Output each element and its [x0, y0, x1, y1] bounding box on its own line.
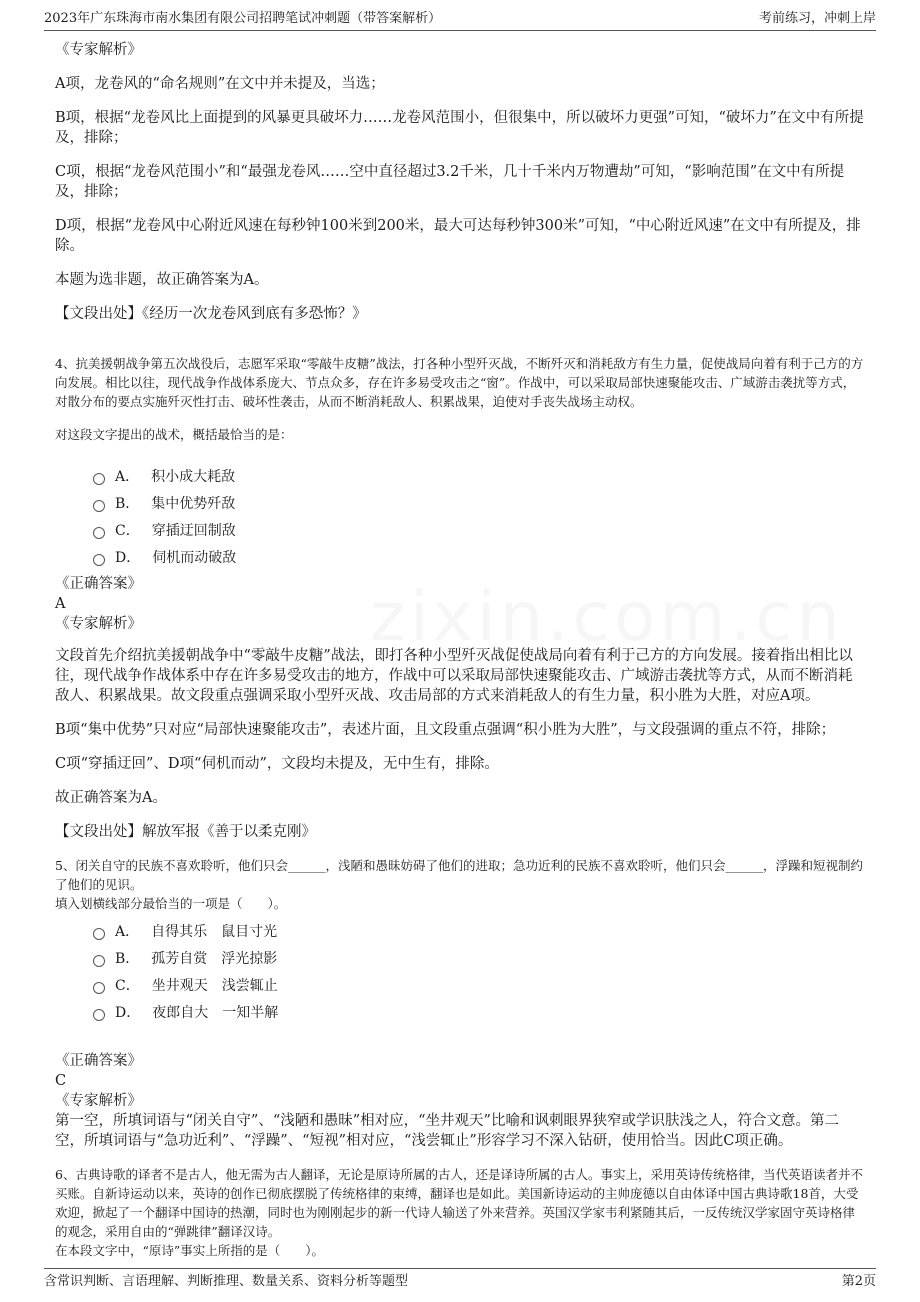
option-letter: D．: [115, 549, 141, 566]
option-text: 伺机而动破敌: [152, 549, 237, 566]
analysis-paragraph: D项，根据“龙卷风中心附近风速在每秒钟100米到200米，最大可达每秒钟300米”可知，“中心附近风速”在文中有所提及，排除。: [55, 218, 861, 254]
answer-label: 《正确答案》: [55, 576, 142, 592]
question-5-prompt: 填入划横线部分最恰当的一项是（ ）。: [55, 896, 287, 911]
correct-answer: A: [55, 596, 66, 612]
option-text: 自得其乐: [151, 923, 208, 940]
option-text: 坐井观天: [151, 977, 208, 994]
analysis-label: 《专家解析》: [55, 616, 142, 632]
page-number: 第2页: [841, 1274, 876, 1289]
option-a[interactable]: [93, 917, 865, 944]
header-slogan: 考前练习，冲刺上岸: [758, 11, 876, 26]
option-letter: C．: [115, 522, 140, 539]
option-d[interactable]: [93, 998, 865, 1025]
question-6-prompt: 在本段文字中，“原诗”事实上所指的是（ ）。: [55, 1243, 325, 1258]
option-b[interactable]: [93, 944, 865, 971]
correct-answer: C: [55, 1073, 67, 1089]
analysis-paragraph: 文段首先介绍抗美援朝战争中“零敲牛皮糖”战法，即打各种小型歼灭战促使战局向着有利于己方的方向发展。接着指出相比以往，现代战争作战体系中存在许多易受攻击的地方，作战中可以采取局部快速聚能攻击、广域游击袭扰等方式，从而不断消耗敌人、积累战果。故文段重点强调采取小型歼灭战、攻击局部的方式来消耗敌人的有生力量，积小胜为大胜，对应A项。: [55, 648, 853, 704]
option-text: 浮光掠影: [221, 950, 278, 967]
radio-icon[interactable]: [93, 473, 105, 485]
option-letter: C．: [115, 977, 140, 994]
question-5-stem: 5、闭关自守的民族不喜欢聆听，他们只会______，浅陋和愚昧妨碍了他们的进取；急功近利的民族不喜欢聆听，他们只会______，浮躁和短视制约了他们的见识。: [55, 858, 863, 892]
source-citation: 【文段出处】《经历一次龙卷风到底有多恐怖？》: [55, 306, 367, 322]
option-c[interactable]: [93, 516, 865, 543]
question-6-stem: 6、古典诗歌的译者不是古人，他无需为古人翻译，无论是原诗所属的古人，还是译诗所属的古人。事实上，采用英诗传统格律，当代英语读者并不买账。自新诗运动以来，英诗的创作已彻底摆脱了传统格律的束缚，翻译也是如此。美国新诗运动的主帅庞德以自由体译中国古典诗歌18首，大受欢迎，掀起了一个翻译中国诗的热潮，同时也为刚刚起步的新一代诗人输送了外来营养。英国汉学家韦利紧随其后，一反传统汉学家固守英诗格律的观念，采用自由的“弹跳律”翻译汉诗。: [55, 1167, 863, 1239]
analysis-paragraph: B项“集中优势”只对应“局部快速聚能攻击”，表述片面，且文段重点强调“积小胜为大胜”，与文段强调的重点不符，排除；: [55, 722, 836, 738]
option-letter: B．: [115, 950, 140, 967]
option-text: 一知半解: [222, 1004, 279, 1021]
radio-icon[interactable]: [93, 928, 105, 940]
analysis-paragraph: A项，龙卷风的“命名规则”在文中并未提及，当选；: [55, 76, 385, 92]
option-b[interactable]: [93, 489, 865, 516]
source-citation: 【文段出处】解放军报《善于以柔克刚》: [55, 824, 316, 840]
option-text: 孤芳自赏: [151, 950, 208, 967]
option-letter: A．: [115, 923, 140, 940]
question-5-options: [55, 917, 865, 1025]
option-text: 积小成大耗敌: [151, 468, 236, 485]
radio-icon[interactable]: [93, 527, 105, 539]
radio-icon[interactable]: [93, 500, 105, 512]
option-letter: B．: [115, 495, 140, 512]
option-a[interactable]: [93, 462, 865, 489]
option-text: 鼠目寸光: [221, 923, 278, 940]
page-content: [55, 40, 865, 1260]
option-text: 穿插迂回制敌: [151, 522, 236, 539]
option-text: 集中优势歼敌: [151, 495, 236, 512]
option-text: 浅尝辄止: [221, 977, 278, 994]
radio-icon[interactable]: [93, 982, 105, 994]
answer-label: 《正确答案》: [55, 1053, 142, 1069]
option-d[interactable]: [93, 543, 865, 570]
analysis-label: 《专家解析》: [55, 1093, 142, 1109]
question-4-stem: 4、抗美援朝战争第五次战役后，志愿军采取“零敲牛皮糖”战法，打各种小型歼灭战，不断歼灭和消耗敌方有生力量，促使战局向着有利于己方的方向发展。相比以往，现代战争作战体系庞大、节点众多，存在许多易受攻击之“窗”。作战中，可以采取局部快速聚能攻击、广域游击袭扰等方式，对散分布的要点实施歼灭性打击、破坏性袭击，从而不断消耗敌人、积累战果，迫使对手丧失战场主动权。: [55, 356, 864, 409]
page-footer: [44, 1268, 876, 1291]
analysis-paragraph: C项，根据“龙卷风范围小”和“最强龙卷风……空中直径超过3.2千米，几十千米内万物遭劫”可知，“影响范围”在文中有所提及，排除；: [55, 164, 845, 200]
radio-icon[interactable]: [93, 554, 105, 566]
analysis-label: 《专家解析》: [55, 42, 142, 58]
option-text: 夜郎自大: [152, 1004, 209, 1021]
analysis-paragraph: B项，根据“龙卷风比上面提到的风暴更具破坏力……龙卷风范围小，但很集中，所以破坏力更强”可知，“破坏力”在文中有所提及，排除；: [55, 110, 864, 146]
document-title: 2023年广东珠海市南水集团有限公司招聘笔试冲刺题（带答案解析）: [44, 11, 442, 26]
radio-icon[interactable]: [93, 955, 105, 967]
option-letter: D．: [115, 1004, 141, 1021]
analysis-paragraph: C项“穿插迂回”、D项“伺机而动”，文段均未提及，无中生有，排除。: [55, 756, 499, 772]
analysis-conclusion: 本题为选非题，故正确答案为A。: [55, 272, 269, 288]
radio-icon[interactable]: [93, 1009, 105, 1021]
question-4-options: [55, 462, 865, 570]
option-c[interactable]: [93, 971, 865, 998]
footer-text: 含常识判断、言语理解、判断推理、数量关系、资料分析等题型: [44, 1274, 409, 1289]
page-header: [44, 8, 876, 31]
question-4-prompt: 对这段文字提出的战术，概括最恰当的是：: [55, 427, 293, 442]
option-letter: A．: [115, 468, 140, 485]
analysis-conclusion: 故正确答案为A。: [55, 790, 167, 806]
analysis-paragraph: 第一空，所填词语与“闭关自守”、“浅陋和愚昧”相对应，“坐井观天”比喻和讽刺眼界狭窄或学识肤浅之人，符合文意。第二空，所填词语与“急功近利”、“浮躁”、“短视”相对应，“浅尝辄止”形容学习不深入钻研，使用恰当。因此C项正确。: [55, 1113, 839, 1149]
